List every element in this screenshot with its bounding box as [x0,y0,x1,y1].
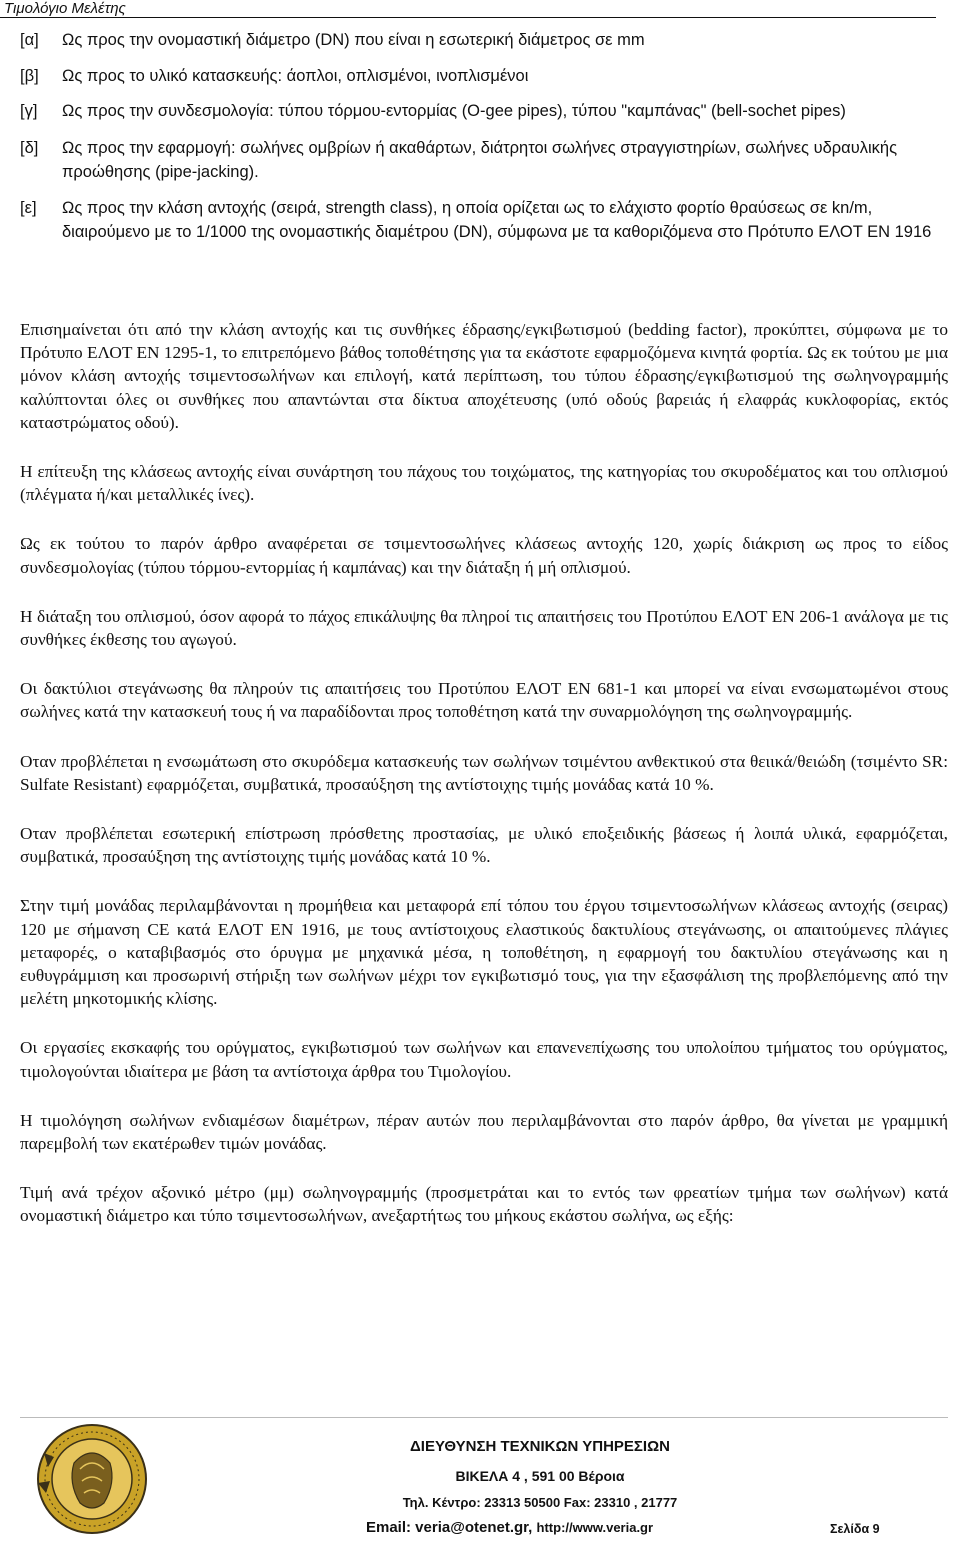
body-text [20,318,948,1228]
list-item [20,28,952,53]
footer-divider [20,1417,948,1418]
paragraph-pricing: Τιμή ανά τρέχον αξονικό μέτρο (μμ) σωληνογραμμής (προσμετράται και το εντός των φρεατίων τμήμα των σωλήνων) κατά ονομαστική διάμετρο και τύπο τσιμεντοσωλήνων, ανεξαρτήτως του μήκους εκάστου σωλήνα, ως εξής: [20,1183,948,1226]
paragraph-reinforcement: Η διάταξη του οπλισμού, όσον αφορά το πάχος επικάλυψης θα πληροί τις απαιτήσεις του Προτύπου ΕΛΟΤ ΕΝ 206-1 ανάλογα με τις συνθήκες έκθεσης του αγωγού. [20,606,948,650]
list-text: Ως προς την κλάση αντοχής (σειρά, strength class), η οποία ορίζεται ως το ελάχιστο φορτίο θραύσεως σε kn/m, διαιρούμενο με το 1/1000 της ονομαστικής διαμέτρου (DN), σύμφωνα με τα καθοριζόμενα στο Πρότυπο ΕΛΟΤ ΕΝ 1916 [62,198,932,241]
page-header-title: Τιμολόγιο Μελέτης [4,0,126,17]
footer-email-line [366,1519,653,1537]
list-marker: [γ] [20,102,38,120]
list-item [20,99,952,124]
paragraph-unit-price: Στην τιμή μονάδας περιλαμβάνονται η προμήθεια και μεταφορά επί τόπου του έργου τσιμεντοσωλήνων κλάσεως αντοχής (σειρας) 120 με σήμανση CE κατά ΕΛΟΤ ΕΝ 1916, με τους αντίστοιχους ελαστικούς δακτυλίους στεγάνωσης, οι απαιτούμενες πλάγιες μεταφορές, ο καταβιβασμός στο όρυγμα με μηχανικά μέσα, η τοποθέτηση, η εφαρμογή του δακτυλίου στεγάνωσης και η ευθυγράμμιση και προσωρινή στήριξη των σωλήνων μέχρι τον εγκιβωτισμό τους, για την εξασφάλιση της προβλεπόμενης από την μελέτη μηκοτομικής κλίσης. [20,896,948,1009]
footer-email[interactable]: Email: veria@otenet.gr, [366,1519,533,1536]
paragraph-bedding: Επισημαίνεται ότι από την κλάση αντοχής και τις συνθήκες έδρασης/εγκιβωτισμού (bedding factor), προκύπτει, σύμφωνα με το Πρότυπο ΕΛΟΤ ΕΝ 1295-1, το επιτρεπόμενο βάθος τοποθέτησης για τα εκάστοτε εφαρμοζόμενα κινητά φορτία. Ως εκ τούτου με μια μόνον κλάση αντοχής τσιμεντοσωλήνων και επιλογή, κατά περίπτωση, του τύπου έδρασης/εγκιβωτισμού της σωληνογραμμής καλύπτονται όλες οι συνθήκες που απαντώνται στα δίκτυα αποχέτευσης (υπό οδούς βαρειάς ή ελαφράς κυκλοφορίας, εκτός καταστρώματος οδού). [20,320,948,432]
list-text: Ως προς το υλικό κατασκευής: άοπλοι, οπλισμένοι, ινοπλισμένοι [62,66,529,85]
paragraph-strength: Η επίτευξη της κλάσεως αντοχής είναι συνάρτηση του πάχους του τοιχώματος, της κατηγορίας του σκυροδέματος και του οπλισμού (πλέγματα ή/και μεταλλικές ίνες). [20,462,948,505]
list-marker: [α] [20,31,39,49]
list-marker: [ε] [20,198,37,217]
list-text: Ως προς την εφαρμογή: σωλήνες ομβρίων ή ακαθάρτων, διάτρητοι σωλήνες στραγγιστηρίων, σωλήνες υδραυλικής προώθησης (pipe-jacking). [62,138,898,181]
footer-phone: Τηλ. Κέντρο: 23313 50500 Fax: 23310 , 21777 [402,1495,678,1510]
footer-contact [320,1438,760,1512]
list-marker: [δ] [20,138,39,157]
paragraph-class-120: Ως εκ τούτου το παρόν άρθρο αναφέρεται σε τσιμεντοσωλήνες κλάσεως αντοχής 120, χωρίς διάκριση ως προς το είδος συνδεσμολογίας (τύπου τόρμου-εντορμίας ή καμπάνας) και την διάταξη ή μή οπλισμού. [20,534,948,577]
list-item [20,196,952,245]
paragraph-sulfate: Οταν προβλέπεται η ενσωμάτωση στο σκυρόδεμα κατασκευής των σωλήνων τσιμέντου ανθεκτικού στα θειικά/θειώδη (τσιμέντο SR: Sulfate Resistant) εφαρμόζεται, συμβατικά, προσαύξηση της αντίστοιχης τιμής μονάδας κατά 10 %. [20,751,948,794]
municipality-seal-logo [24,1423,160,1535]
list-item [20,136,952,185]
paragraph-excavation: Οι εργασίες εκσκαφής του ορύγματος, εγκιβωτισμού των σωλήνων και επανενεπίχωσης του υπολοίπου τμήματος του ορύγματος, τιμολογούνται ιδιαίτερα με βάση τα αντίστοιχα άρθρα του Τιμολογίου. [20,1038,948,1081]
list-text: Ως προς την ονομαστική διάμετρο (DN) που είναι η εσωτερική διάμετρος σε mm [62,31,645,49]
paragraph-seals: Οι δακτύλιοι στεγάνωσης θα πληρούν τις απαιτήσεις του Προτύπου ΕΛΟΤ ΕΝ 681-1 και μπορεί να είναι ενσωματωμένοι στους σωλήνες κατά την κατασκευή τους ή να παραδίδονται προς τοποθέτηση κατά την συναρμολόγηση της σωληνογραμμής. [20,679,948,722]
classification-list [20,28,952,245]
footer-address: ΒΙΚΕΛΑ 4 , 591 00 Βέροια [455,1468,625,1484]
list-item [20,64,952,89]
header-divider [0,17,936,18]
footer-website-link[interactable]: http://www.veria.gr [536,1520,654,1535]
page-number: Σελίδα 9 [830,1522,880,1536]
footer-department: ΔΙΕΥΘΥΝΣΗ ΤΕΧΝΙΚΩΝ ΥΠΗΡΕΣΙΩΝ [410,1438,670,1455]
paragraph-interpolation: Η τιμολόγηση σωλήνων ενδιαμέσων διαμέτρων, πέραν αυτών που περιλαμβάνονται στο παρόν άρθρο, θα γίνεται με γραμμική παρεμβολή των εκατέρωθεν τιμών μονάδας. [20,1110,948,1154]
list-text: Ως προς την συνδεσμολογία: τύπου τόρμου-εντορμίας (O-gee pipes), τύπου "καμπάνας" (bell-sochet pipes) [62,102,846,120]
list-marker: [β] [20,66,39,85]
paragraph-coating: Οταν προβλέπεται εσωτερική επίστρωση πρόσθετης προστασίας, με υλικό εποξειδικής βάσεως ή λοιπά υλικά, εφαρμόζεται, συμβατικά, προσαύξηση της αντίστοιχης τιμής μονάδας κατά 10 %. [20,824,948,867]
